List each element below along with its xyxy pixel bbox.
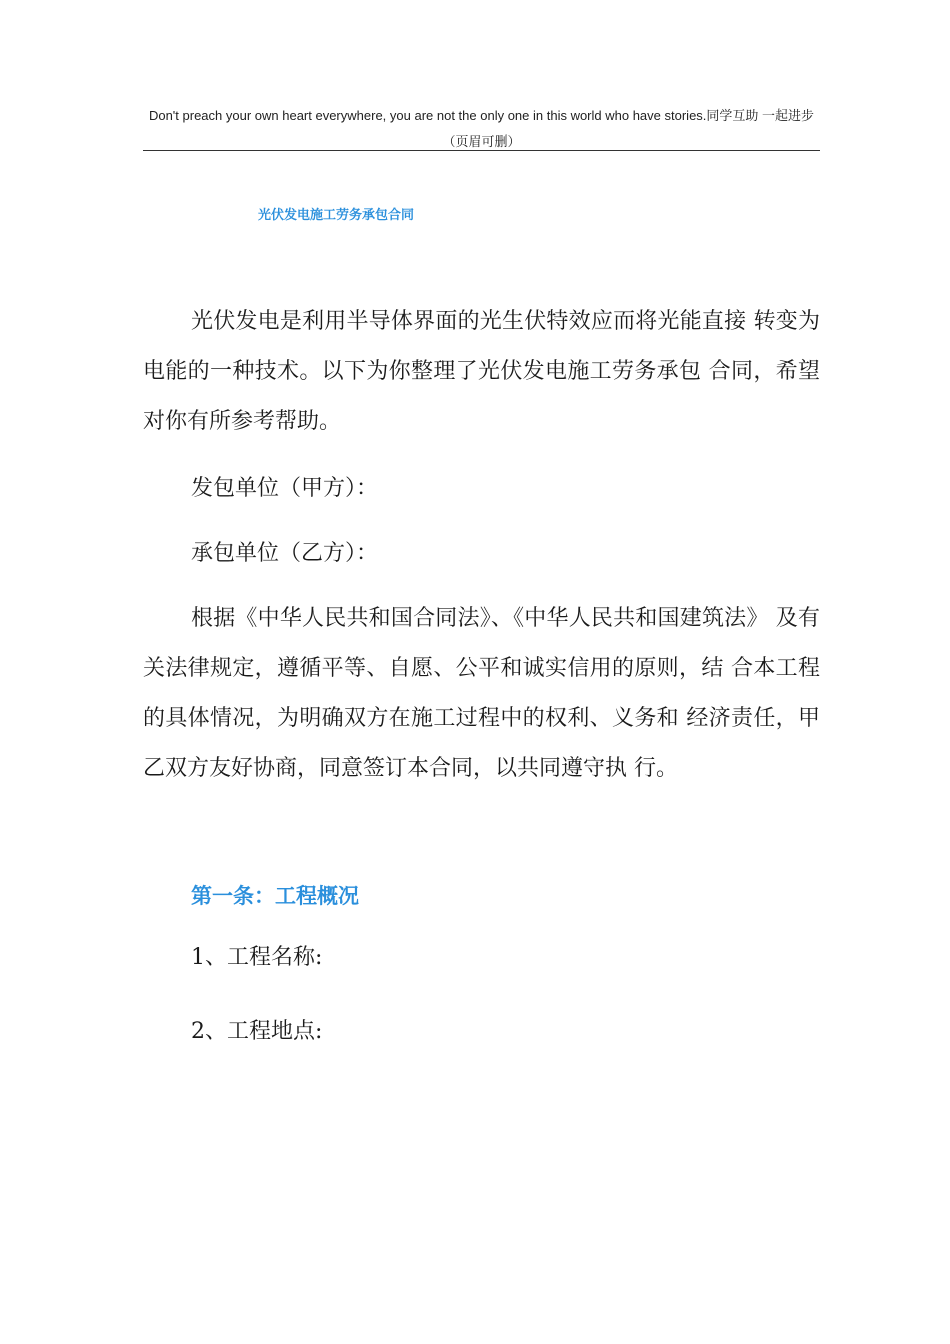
header-text: Don't preach your own heart everywhere, you are not the only one in this world who have stories.同学互助 一起进步（页眉可删） <box>148 108 815 149</box>
header-divider <box>143 150 820 151</box>
list-item-project-name: 1、工程名称: <box>191 945 323 970</box>
list-item-project-location: 2、工程地点: <box>191 1019 323 1044</box>
section-heading: 第一条：工程概况 <box>191 884 359 908</box>
intro-paragraph: 光伏发电是利用半导体界面的光生伏特效应而将光能直接 转变为电能的一种技术。以下为你整理了光伏发电施工劳务承包 合同，希望对你有所参考帮助。 <box>143 309 820 434</box>
party-b-line: 承包单位（乙方）： <box>191 541 379 566</box>
basis-paragraph: 根据《中华人民共和国合同法》、《中华人民共和国建筑法》 及有关法律规定，遵循平等、自愿、公平和诚实信用的原则，结 合本工程的具体情况，为明确双方在施工过程中的权利、义务和 经济责任，甲乙双方友好协商，同意签订本合同，以共同遵守执 行。 <box>143 606 820 781</box>
party-a-line: 发包单位（甲方）： <box>191 476 379 501</box>
page-header <box>143 103 820 155</box>
document-title: 光伏发电施工劳务承包合同 <box>258 208 415 223</box>
